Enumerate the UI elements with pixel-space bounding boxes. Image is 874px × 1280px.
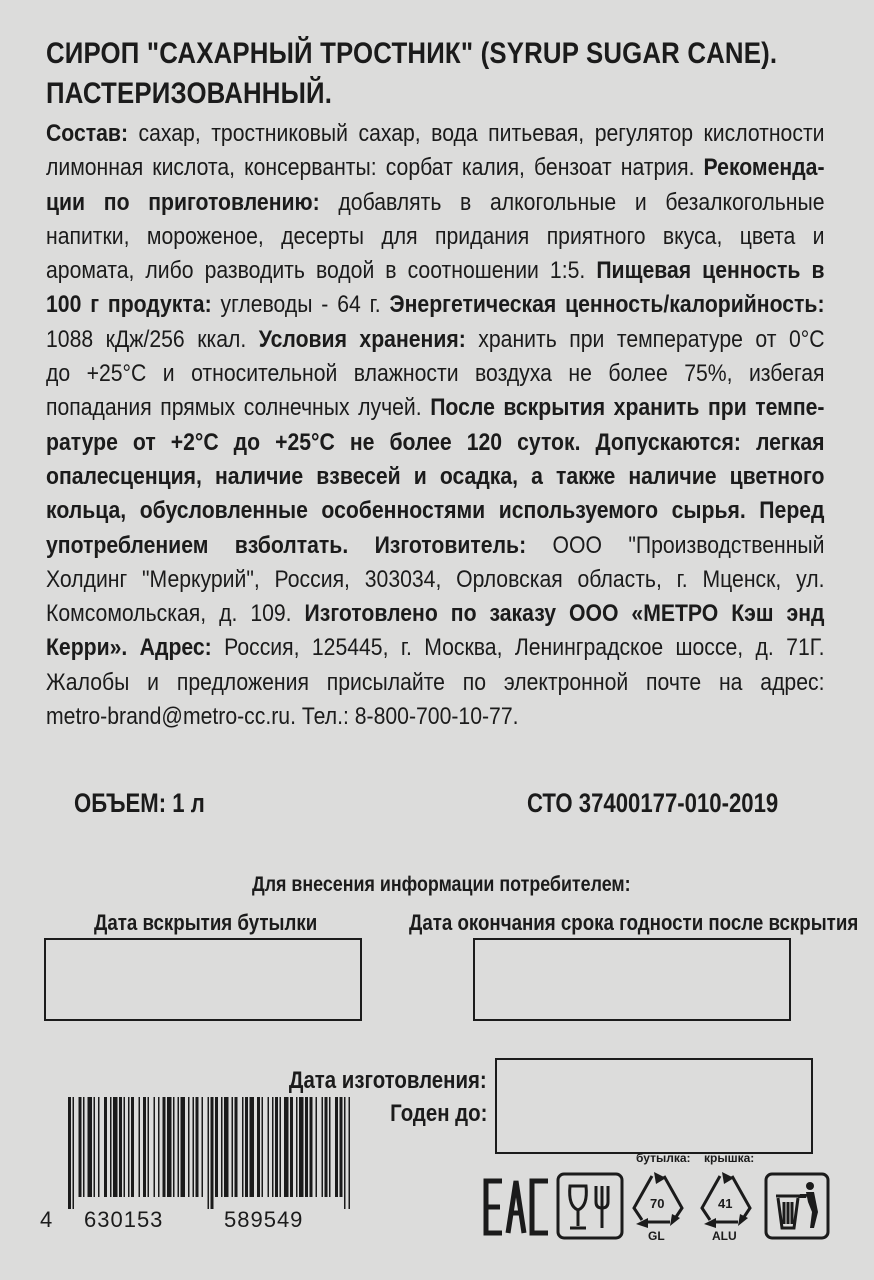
nutrition-label: 100 г продукта:: [46, 291, 212, 319]
recommendation-value: напитки, мороженое, десерты для придания приятного вкуса, цвета и: [46, 222, 825, 250]
trash-bin-icon: [764, 1172, 830, 1240]
cap-label: крышка:: [704, 1151, 755, 1165]
barcode-bar: [272, 1097, 274, 1197]
manufacturer-label: употреблением взболтать. Изготовитель:: [46, 531, 527, 559]
barcode-bar: [193, 1097, 195, 1197]
allowed-text: опалесценция, наличие взвесей и осадка, а также наличие цветного: [46, 462, 825, 490]
barcode-bar: [158, 1097, 160, 1197]
manufacturer-value: ООО "Производственный: [526, 531, 825, 559]
energy-value: 1088 кДж/256 ккал.: [46, 325, 259, 353]
bottle-material: GL: [648, 1229, 665, 1243]
production-date-label: Дата изготовления:: [289, 1067, 487, 1094]
manufacturer-value: Комсомольская, д. 109.: [46, 600, 305, 628]
composition-value: сахар, тростниковый сахар, вода питьевая, регулятор кислотности: [128, 120, 825, 147]
barcode-bar: [188, 1097, 190, 1197]
barcode-bar: [329, 1097, 331, 1197]
after-opening-text: После вскрытия хранить при темпе-: [430, 394, 825, 422]
volume-text: ОБЪЕМ: 1 л: [74, 788, 205, 818]
barcode-bar: [131, 1097, 134, 1197]
barcode-bar: [104, 1097, 107, 1197]
ordered-by-label: Изготовлено по заказу ООО «МЕТРО Кэш энд: [304, 600, 825, 628]
storage-value: до +25°С и относительной влажности воздуха не более 75%, избегая: [46, 360, 825, 388]
barcode-bar: [250, 1097, 255, 1197]
barcode-bar: [290, 1097, 293, 1197]
nutrition-value: углеводы - 64 г.: [211, 291, 390, 319]
recommendation-value: аромата, либо разводить водой в соотношении 1:5.: [46, 257, 597, 285]
barcode-bar: [79, 1097, 82, 1197]
barcode-bar: [284, 1097, 289, 1197]
barcode-bar: [113, 1097, 118, 1197]
recommendation-value: добавлять в алкогольные и безалкогольные: [319, 188, 825, 216]
barcode-bar: [88, 1097, 93, 1197]
cap-code: 41: [718, 1196, 733, 1211]
allowed-text: кольца, обусловленные особенностями используемого сырья. Перед: [46, 497, 825, 525]
consumer-heading: Для внесения информации потребителем:: [252, 873, 631, 896]
food-contact-icon: [556, 1172, 624, 1240]
contact-text: metro-brand@metro-cc.ru. Тел.: 8-800-700-10-77.: [46, 703, 519, 731]
barcode-bar: [208, 1097, 210, 1209]
barcode-bar: [154, 1097, 156, 1197]
manufacturer-value: Холдинг "Меркурий", Россия, 303034, Орловская область, г. Мценск, ул.: [46, 565, 825, 593]
barcode-bar: [119, 1097, 122, 1197]
barcode-bar: [94, 1097, 96, 1197]
barcode-bar: [73, 1097, 75, 1209]
barcode-bar: [124, 1097, 126, 1197]
storage-value: попадания прямых солнечных лучей.: [46, 394, 431, 422]
nutrition-label: Пищевая ценность в: [596, 257, 825, 285]
barcode-bar: [181, 1097, 186, 1197]
barcode-bar: [245, 1097, 248, 1197]
storage-value: хранить при температуре от 0°С: [465, 325, 825, 353]
production-date-box[interactable]: [495, 1058, 813, 1154]
barcode-bar: [173, 1097, 175, 1197]
barcode-bar: [215, 1097, 218, 1197]
title-line-2: ПАСТЕРИЗОВАННЫЙ.: [46, 77, 333, 110]
complaints-text: Жалобы и предложения присылайте по электронной почте на адрес:: [46, 668, 825, 696]
opened-date-label: Дата вскрытия бутылки: [94, 910, 318, 935]
barcode-bar: [280, 1097, 282, 1197]
barcode-bar: [340, 1097, 343, 1197]
barcode-bar: [110, 1097, 112, 1197]
barcode-bar: [262, 1097, 264, 1197]
barcode-digits-left: 630153: [84, 1207, 164, 1232]
barcode-bar: [224, 1097, 229, 1197]
barcode-bar: [163, 1097, 166, 1197]
expiry-date-box[interactable]: [473, 938, 791, 1021]
barcode-bar: [257, 1097, 260, 1197]
barcode-bar: [268, 1097, 270, 1197]
title-line-1: СИРОП "САХАРНЫЙ ТРОСТНИК" (SYRUP SUGAR CANE).: [46, 37, 778, 70]
best-before-label: Годен до:: [389, 1100, 487, 1127]
barcode-bar: [167, 1097, 172, 1197]
barcode-bar: [335, 1097, 338, 1197]
barcode-bar: [139, 1097, 141, 1197]
barcode-bar: [242, 1097, 244, 1197]
composition-text: [46, 117, 825, 734]
barcode-bar: [211, 1097, 214, 1209]
barcode-image: [68, 1097, 350, 1209]
bottle-label: бутылка:: [636, 1151, 691, 1165]
barcode-bar: [305, 1097, 308, 1197]
recommendation-label: ции по приготовлению:: [46, 188, 320, 216]
bottle-code: 70: [650, 1196, 665, 1211]
barcode-bar: [235, 1097, 238, 1197]
barcode-bar: [344, 1097, 346, 1209]
address-label: Керри». Адрес:: [46, 634, 212, 662]
standard-text: СТО 37400177-010-2019: [527, 788, 779, 818]
barcode-bar: [322, 1097, 324, 1197]
barcode-bar: [148, 1097, 150, 1197]
barcode-bar: [83, 1097, 85, 1197]
barcode-bar: [68, 1097, 71, 1209]
barcode-bar: [325, 1097, 328, 1197]
recommendation-label: Рекоменда-: [703, 154, 825, 182]
barcode-bar: [310, 1097, 313, 1197]
after-opening-text: ратуре от +2°С до +25°С не более 120 суток. Допускаются: легкая: [46, 428, 825, 456]
cap-material: ALU: [712, 1229, 737, 1243]
barcode-bar: [128, 1097, 130, 1197]
barcode-bar: [316, 1097, 318, 1197]
composition-label: Состав:: [46, 120, 129, 147]
barcode-bar: [275, 1097, 278, 1197]
barcode-bar: [349, 1097, 351, 1209]
barcode-digit-first: 4: [40, 1207, 54, 1232]
barcode-bar: [202, 1097, 204, 1197]
barcode-bar: [221, 1097, 223, 1197]
eac-mark-icon: [482, 1177, 552, 1237]
barcode-bar: [232, 1097, 234, 1197]
address-value: Россия, 125445, г. Москва, Ленинградское шоссе, д. 71Г.: [211, 634, 825, 662]
product-title: [46, 34, 837, 114]
barcode-bar: [178, 1097, 180, 1197]
barcode-bar: [98, 1097, 100, 1197]
barcode-digits-right: 589549: [224, 1207, 304, 1232]
barcode-bar: [196, 1097, 199, 1197]
barcode-bar: [143, 1097, 146, 1197]
composition-value: лимонная кислота, консерванты: сорбат калия, бензоат натрия.: [46, 154, 704, 182]
opened-date-box[interactable]: [44, 938, 362, 1021]
storage-label: Условия хранения:: [258, 325, 466, 353]
barcode-bar: [299, 1097, 304, 1197]
energy-label: Энергетическая ценность/калорийность:: [389, 291, 825, 319]
barcode-bar: [296, 1097, 298, 1197]
expiry-date-label: Дата окончания срока годности после вскрытия: [409, 910, 859, 935]
